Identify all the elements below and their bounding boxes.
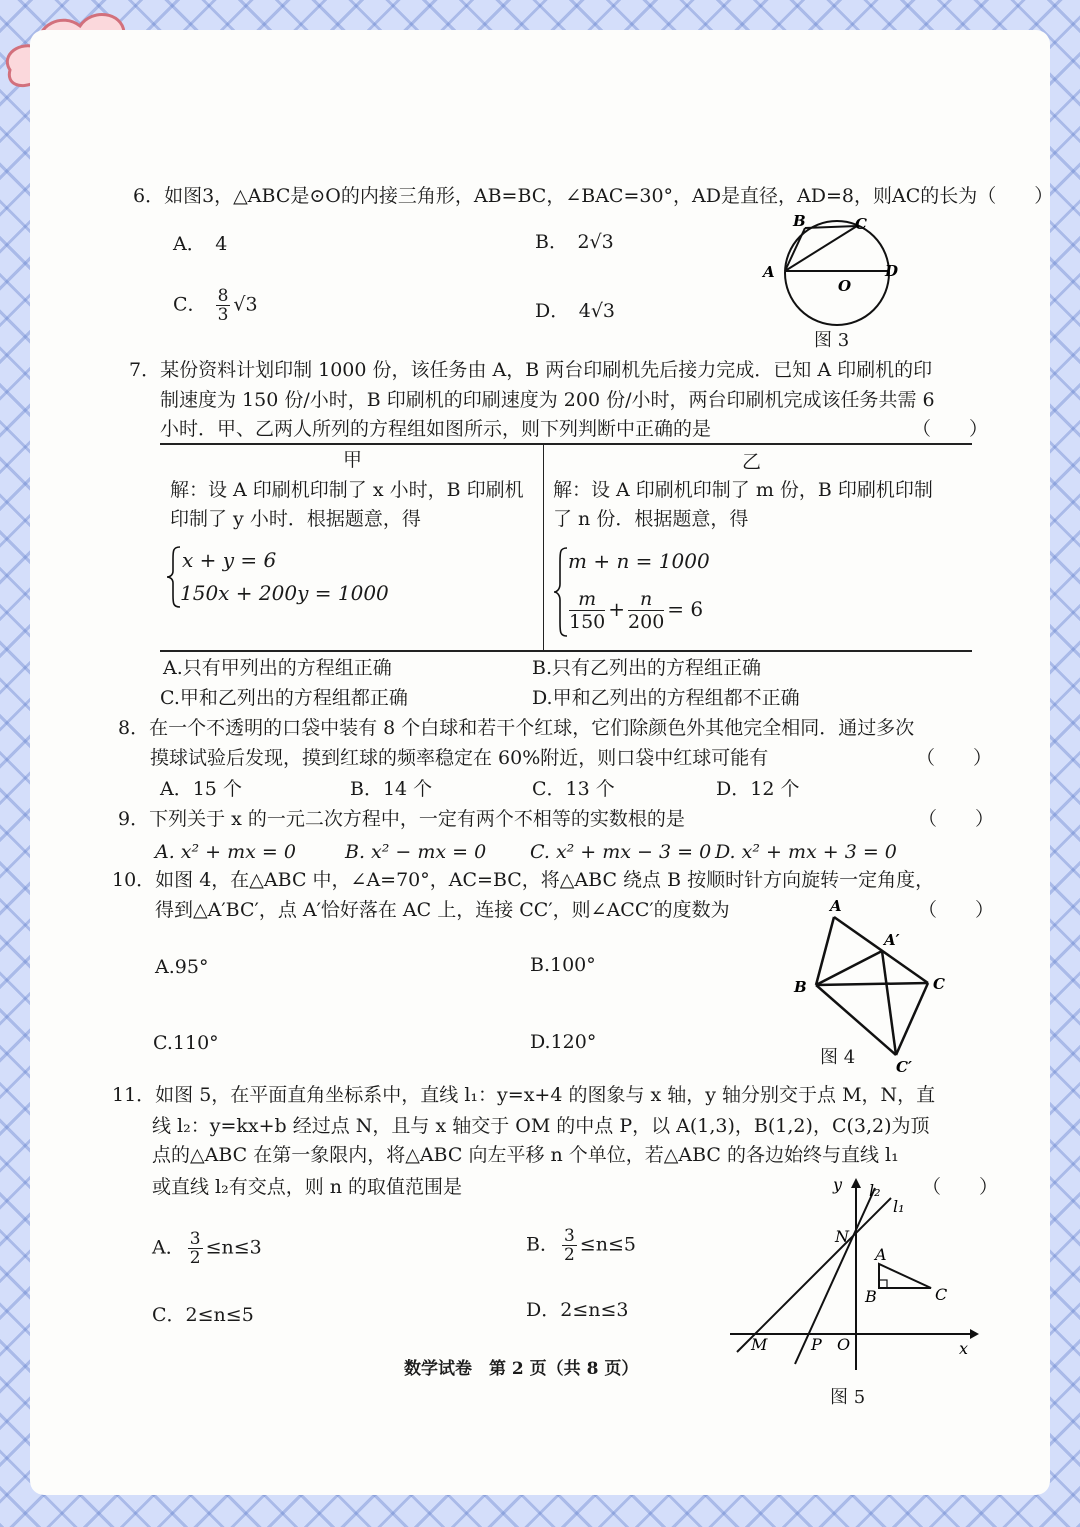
segment-a2c2	[882, 951, 896, 1055]
label-n: N	[835, 1227, 849, 1246]
q7-yi-n: n	[628, 588, 664, 611]
label-c: C	[933, 975, 945, 993]
q7-jia-text-1: 解：设 A 印刷机印制了 x 小时，B 印刷机	[170, 479, 524, 501]
label-y: y	[833, 1175, 843, 1194]
segment-ac	[834, 917, 928, 983]
q6-option-d: D． 4√3	[535, 300, 616, 322]
figure-4-rotation	[786, 895, 956, 1075]
q11-option-a-range: ≤n≤3	[205, 1236, 262, 1259]
label-c: C	[855, 215, 867, 233]
q7-answer-bracket: （ ）	[912, 418, 989, 440]
label-o: O	[837, 1335, 851, 1354]
q9-line-1: 9．下列关于 x 的一元二次方程中，一定有两个不相等的实数根的是	[118, 808, 685, 830]
q8-line-1: 8．在一个不透明的口袋中装有 8 个白球和若干个红球，它们除颜色外其他完全相同．通过多次	[118, 717, 915, 739]
label-m: M	[751, 1335, 768, 1354]
q11-option-a-fraction	[188, 1230, 203, 1267]
q7-yi-m: m	[569, 588, 605, 611]
q11-option-d: D．2≤n≤3	[526, 1299, 629, 1321]
q11-line-2: 线 l₂：y=kx+b 经过点 N，且与 x 轴交于 OM 的中点 P，以 A(1,3)，B(1,2)，C(3,2)为顶	[152, 1115, 930, 1137]
line-l2	[795, 1188, 875, 1364]
q8-line-2: 摸球试验后发现，摸到红球的频率稳定在 60%附近，则口袋中红球可能有	[150, 747, 769, 769]
q11-b-numerator: 3	[563, 1226, 575, 1246]
q7-option-b: B.只有乙列出的方程组正确	[532, 657, 762, 679]
q11-option-b-range: ≤n≤5	[579, 1233, 636, 1256]
q11-b-denominator: 2	[563, 1245, 575, 1265]
q11-option-b-fraction	[562, 1227, 577, 1264]
q7-yi-text-2: 了 n 份．根据题意，得	[553, 508, 749, 530]
q7-yi-fraction-m	[569, 588, 605, 633]
label-b: B	[794, 978, 807, 996]
line-l1	[737, 1198, 891, 1352]
q7-yi-plus: +	[608, 597, 626, 621]
q9-option-b: B. x² − mx = 0	[345, 841, 487, 863]
q9-option-d: D. x² + mx + 3 = 0	[715, 841, 897, 863]
q6-c-denominator: 3	[217, 305, 229, 325]
page-footer: 数学试卷 第 2 页（共 8 页）	[404, 1359, 639, 1379]
figure-5-caption: 图 5	[830, 1387, 866, 1408]
label-x: x	[959, 1339, 969, 1358]
right-angle-mark	[879, 1280, 887, 1288]
label-o: O	[838, 277, 852, 295]
segment-ab	[816, 917, 834, 985]
label-p: P	[811, 1335, 822, 1354]
q6-option-b: B． 2√3	[535, 231, 614, 253]
q10-line-2: 得到△A′BC′，点 A′恰好落在 AC 上，连接 CC′，则∠ACC′的度数为	[155, 899, 730, 921]
label-l1: l₁	[893, 1197, 905, 1216]
y-axis-arrow-icon	[851, 1178, 861, 1188]
q7-yi-200: 200	[628, 611, 665, 633]
segment-bc	[816, 983, 928, 985]
q9-answer-bracket: （ ）	[918, 808, 995, 830]
q6-option-c-label: C．	[173, 293, 207, 316]
q6-option-a: A． 4	[173, 233, 228, 255]
q7-jia-text-2: 印制了 y 小时．根据题意，得	[170, 508, 421, 530]
figure-3-caption: 图 3	[814, 330, 850, 351]
q7-table-divider	[543, 444, 544, 650]
q11-line-4: 或直线 l₂有交点，则 n 的取值范围是	[152, 1176, 463, 1198]
q11-a-numerator: 3	[189, 1229, 201, 1249]
q6-option-c-fraction	[216, 287, 231, 324]
label-a-prime: A′	[884, 931, 900, 949]
q7-yi-equation-1: m + n = 1000	[568, 549, 710, 573]
q8-option-a: A．15 个	[160, 778, 242, 800]
q9-option-c: C. x² + mx − 3 = 0	[530, 841, 712, 863]
q7-yi-title: 乙	[742, 451, 762, 473]
q6-option-c	[173, 287, 258, 324]
q11-a-denominator: 2	[189, 1248, 201, 1268]
q6-stem: 6．如图3，△ABC是⊙O的内接三角形，AB=BC，∠BAC=30°，AD是直径，AD=8，则AC的长为（ ）	[133, 185, 1054, 207]
label-b: B	[865, 1287, 877, 1306]
q11-option-b	[526, 1227, 636, 1264]
q7-table-bottom-border	[160, 650, 972, 652]
q10-option-b: B.100°	[530, 954, 596, 976]
q8-option-d: D．12 个	[716, 778, 800, 800]
q8-option-b: B．14 个	[350, 778, 433, 800]
q11-line-3: 点的△ABC 在第一象限内，将△ABC 向左平移 n 个单位，若△ABC 的各边始终与直线 l₁	[152, 1144, 899, 1166]
q11-option-c: C．2≤n≤5	[152, 1304, 254, 1326]
q10-line-1: 10．如图 4，在△ABC 中，∠A=70°，AC=BC，将△ABC 绕点 B 按顺时针方向旋转一定角度，	[112, 869, 935, 891]
q7-option-a: A.只有甲列出的方程组正确	[163, 657, 392, 679]
q7-yi-fraction-n	[628, 588, 664, 633]
q7-option-d: D.甲和乙列出的方程组都不正确	[532, 687, 800, 709]
q7-yi-equation-2	[566, 588, 703, 633]
q11-answer-bracket: （ ）	[922, 1176, 999, 1198]
q7-table-top-border	[160, 443, 972, 445]
q7-jia-title: 甲	[343, 449, 363, 471]
q8-answer-bracket: （ ）	[916, 747, 993, 769]
q7-yi-rhs: = 6	[667, 597, 704, 621]
q7-jia-equation-1: x + y = 6	[182, 548, 277, 572]
q7-option-c: C.甲和乙列出的方程组都正确	[160, 687, 408, 709]
q7-line-2: 制速度为 150 份/小时，B 印刷机的印刷速度为 200 份/小时，两台印刷机完成该任务共需 6	[160, 389, 935, 411]
figure-4-caption: 图 4	[820, 1047, 856, 1068]
label-a: A	[875, 1245, 887, 1264]
label-b: B	[793, 212, 806, 230]
q7-jia-equation-2: 150x + 200y = 1000	[180, 581, 389, 605]
q7-yi-150: 150	[569, 611, 606, 633]
q8-option-c: C．13 个	[532, 778, 615, 800]
q11-option-a-label: A．	[152, 1236, 185, 1259]
x-axis-arrow-icon	[970, 1329, 979, 1339]
figure-5-coordinate-plane	[725, 1170, 985, 1380]
q11-option-b-label: B．	[526, 1233, 559, 1256]
q10-option-a: A.95°	[155, 956, 209, 978]
q7-line-1: 7．某份资料计划印制 1000 份，该任务由 A，B 两台印刷机先后接力完成．已知 A 印刷机的印	[129, 359, 933, 381]
q10-option-d: D.120°	[530, 1031, 597, 1053]
q6-option-c-sqrt: √3	[233, 293, 258, 316]
q9-option-a: A. x² + mx = 0	[155, 841, 296, 863]
label-c-prime: C′	[896, 1058, 912, 1075]
segment-ba2	[816, 951, 882, 985]
q7-yi-text-1: 解：设 A 印刷机印制了 m 份，B 印刷机印制	[553, 479, 933, 501]
label-a: A	[763, 263, 775, 281]
figure-3-circle	[755, 208, 905, 328]
q7-line-3: 小时．甲、乙两人所列的方程组如图所示，则下列判断中正确的是	[160, 418, 712, 440]
label-a: A	[830, 897, 842, 915]
label-l2: l₂	[869, 1181, 881, 1200]
segment-cc2	[896, 983, 928, 1055]
q6-c-numerator: 8	[217, 286, 229, 306]
q10-option-c: C.110°	[153, 1032, 219, 1054]
q11-line-1: 11．如图 5，在平面直角坐标系中，直线 l₁：y=x+4 的图象与 x 轴，y 轴分别交于点 M，N，直	[112, 1084, 936, 1106]
q10-answer-bracket: （ ）	[918, 899, 995, 921]
label-d: D	[885, 262, 899, 280]
q11-option-a	[152, 1230, 262, 1267]
label-c: C	[935, 1285, 948, 1304]
